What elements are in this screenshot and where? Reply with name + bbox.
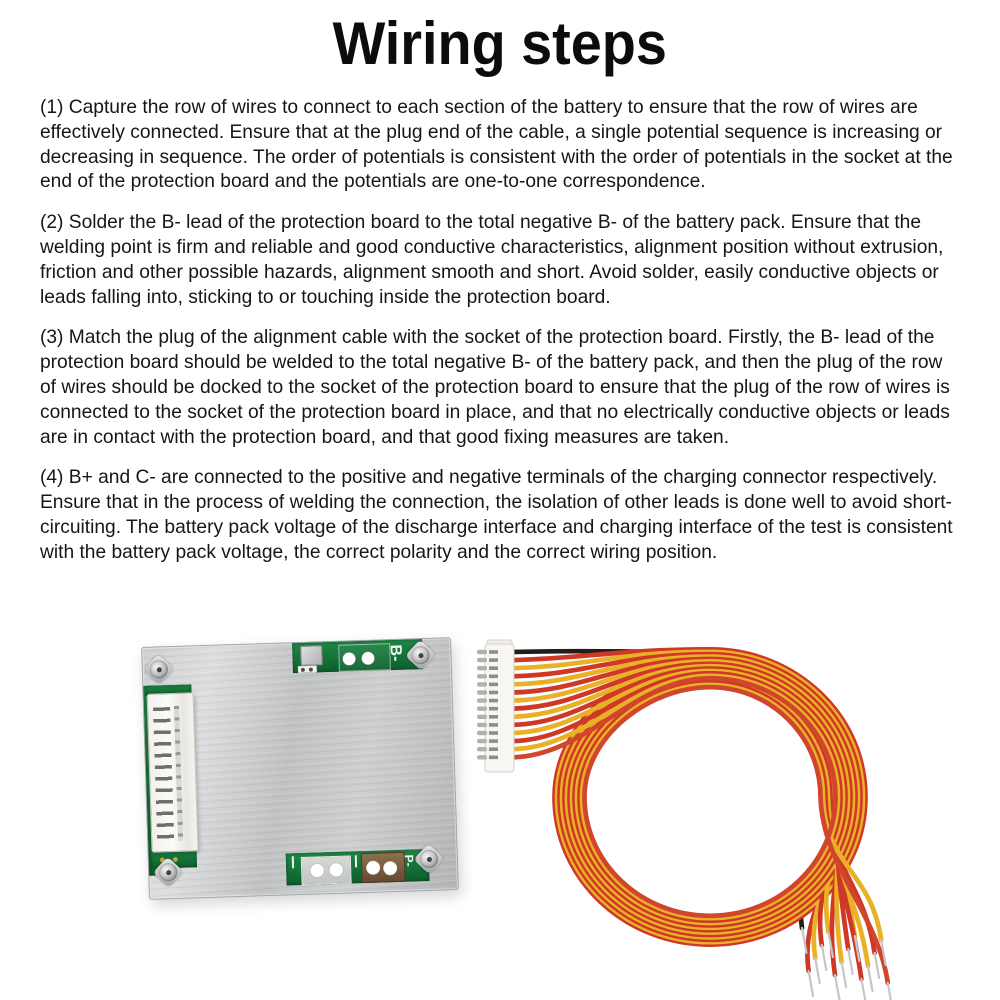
harness-wire (513, 659, 856, 975)
harness-wire (513, 664, 851, 949)
balance-connector (147, 692, 199, 852)
connector-slot (489, 707, 498, 711)
jumper-pads (298, 665, 317, 673)
connector-pin (477, 739, 487, 743)
connector-pin (477, 707, 487, 711)
smd-component (300, 645, 323, 666)
connector-pin (477, 731, 487, 735)
wire-tip (802, 928, 807, 953)
wire-tip (809, 971, 814, 996)
connector-slot (489, 691, 498, 695)
connector-pin (477, 698, 487, 702)
silkscreen-mark (292, 856, 294, 868)
connector-pin (477, 650, 487, 654)
connector-pin (477, 723, 487, 727)
wire-tip (828, 932, 833, 957)
harness-wires-group (513, 649, 888, 983)
harness-wire (513, 673, 875, 953)
corner-screw (156, 860, 181, 885)
connector-pin (477, 690, 487, 694)
connector-slot (489, 666, 498, 670)
wire-tip (842, 962, 847, 987)
connector-slot (489, 699, 498, 703)
balance-connector-pins (174, 706, 183, 841)
harness-wire (513, 661, 853, 962)
connector-pin (477, 755, 487, 759)
connector-pin (477, 682, 487, 686)
bms-board-image (141, 637, 459, 900)
page-header (0, 0, 1000, 90)
p-minus-label: P- (401, 854, 417, 867)
b-minus-label: B- (386, 644, 405, 662)
connector-slot (489, 650, 498, 654)
connector-pin (477, 674, 487, 678)
harness-wire (513, 654, 861, 945)
wiring-step-1: (1) Capture the row of wires to connect to each section of the battery to ensure that the row of wires are effectively connected. Ensure that at the plug end of the cable, a single potential sequence is increasing or decreasing in sequence. The order of potentials is consistent with the order of potentials in the socket at the end of the protection board and the potentials are one-to-one correspondence. (40, 97, 953, 193)
wire-tip (848, 949, 853, 974)
connector-pin (477, 715, 487, 719)
balance-connector-slots (153, 707, 174, 839)
wire-tip (855, 936, 860, 961)
product-photos (0, 615, 1000, 1000)
connector-slot (489, 723, 498, 727)
harness-wire (513, 676, 881, 940)
harness-wire (513, 671, 868, 966)
wiring-steps-text (0, 90, 998, 566)
connector-pin (477, 666, 487, 670)
wire-tip (888, 983, 893, 1000)
connector-slot (489, 756, 498, 760)
harness-wire (513, 669, 861, 979)
harness-wire (513, 649, 866, 971)
page-title: Wiring steps (332, 10, 668, 77)
harness-wire (513, 678, 888, 983)
harness-connector-lip (487, 640, 512, 647)
wire-tip (822, 945, 827, 970)
harness-wire (513, 652, 863, 958)
wiring-step-2: (2) Solder the B- lead of the protection board to the total negative B- of the battery pack. Ensure that the welding point is firm and reliable and good conductive characteristics, alignment position without extrusion, friction and other possible hazards, alignment smooth and short. Avoid solder, easily conductive objects or leads falling into, sticking to or touching inside the protection board. (40, 212, 944, 308)
connector-slot (489, 715, 498, 719)
jumper-dot (301, 667, 305, 671)
connector-slot (489, 731, 498, 735)
corner-screw (417, 847, 442, 872)
connector-slot (489, 675, 498, 679)
connector-slot (489, 747, 498, 751)
jumper-dot (309, 667, 313, 671)
wire-tip (875, 953, 880, 978)
wiring-step-3: (3) Match the plug of the alignment cable with the socket of the protection board. Firstly, the B- lead of the protection board should be welded to the total negative B- of the battery pack, and then the plug of the row of wires should be docked to the socket of the protection board to ensure that the plug of the row of wires is connected to the socket of the protection board in place, and that no electrically conductive objects or leads are in contact with the protection board, and that good fixing measures are taken. (40, 327, 950, 448)
connector-pin (477, 658, 487, 662)
wire-tip (815, 958, 820, 983)
harness-pins-group (477, 650, 498, 760)
corner-screw (146, 657, 171, 682)
connector-slot (489, 739, 498, 743)
solder-panel-pale (301, 855, 352, 885)
harness-wire (513, 666, 855, 936)
silkscreen-mark (355, 855, 357, 867)
harness-wire (513, 657, 858, 938)
wiring-step-4: (4) B+ and C- are connected to the positive and negative terminals of the charging connector respectively. Ensure that in the process of welding the connection, the isolation of other leads is done well to avoid short-circuiting. The battery pack voltage of the discharge interface and charging interface of the test is consistent with the battery pack voltage, the correct polarity and the correct wiring position. (40, 467, 953, 563)
harness-connector (485, 644, 514, 772)
connector-slot (489, 683, 498, 687)
corner-screw (408, 643, 433, 668)
connector-slot (489, 658, 498, 662)
wire-tip (881, 940, 886, 965)
harness-wire (513, 651, 863, 942)
wire-tip (861, 979, 866, 1000)
connector-pin (477, 747, 487, 751)
wire-tip (835, 975, 840, 1000)
harness-tips-group (802, 928, 892, 1000)
wire-tip (868, 966, 873, 991)
